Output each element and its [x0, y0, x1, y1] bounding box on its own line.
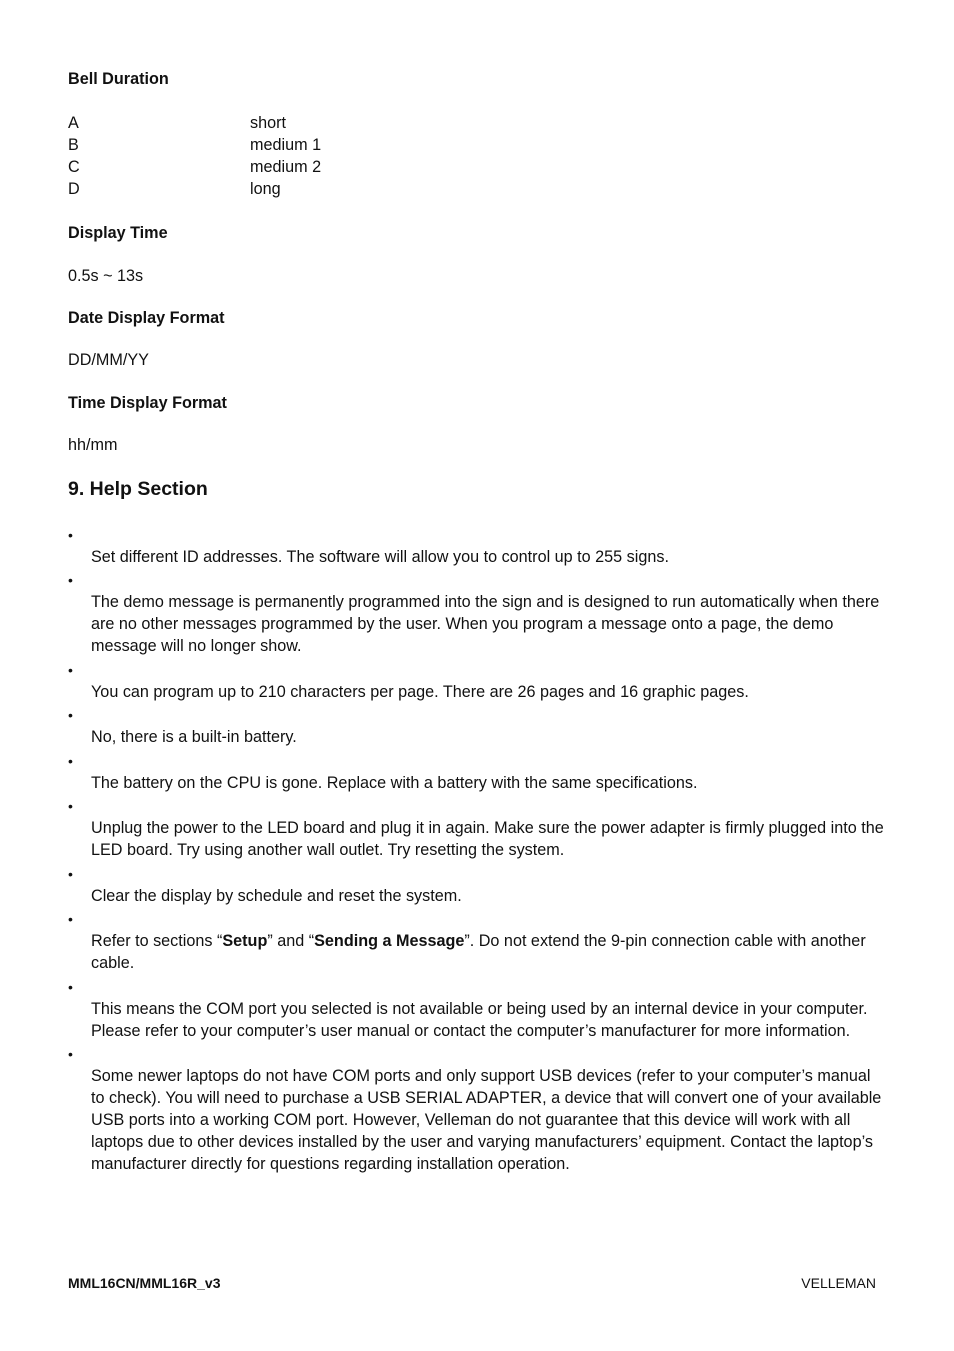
duration-value: long: [250, 180, 281, 198]
list-item: Some newer laptops do not have COM ports and only support USB devices (refer to your computer’s manual to check). You will need to purchase a USB SERIAL ADAPTER, a device that will convert one of your available USB ports into a working COM port. However, Velleman do not guarantee that this device will work with all laptops due to other devices installed by the user and varying manufacturers’ equipment. Contact the laptop’s manufacturer directly for questions regarding installation operation.: [91, 1067, 882, 1173]
display-time-value: 0.5s ~ 13s: [68, 267, 144, 285]
item-text: Refer to sections “: [91, 932, 223, 950]
section-ref-sending-message: Sending a Message: [314, 932, 465, 950]
footer-model: MML16CN/MML16R_v3: [68, 1275, 221, 1291]
bullet-icon: •: [68, 572, 73, 588]
time-format-value: hh/mm: [68, 436, 118, 454]
duration-key: D: [68, 180, 80, 198]
list-item: Clear the display by schedule and reset the system.: [91, 887, 462, 905]
bullet-icon: •: [68, 911, 73, 927]
bullet-icon: •: [68, 753, 73, 769]
bullet-icon: •: [68, 979, 73, 995]
list-item: [91, 930, 887, 974]
section-ref-setup: Setup: [222, 932, 268, 950]
bullet-icon: •: [68, 1046, 73, 1062]
list-item: No, there is a built-in battery.: [91, 728, 297, 746]
list-item: The battery on the CPU is gone. Replace with a battery with the same specifications.: [91, 774, 698, 792]
duration-value: medium 1: [250, 136, 322, 154]
bullet-icon: •: [68, 662, 73, 678]
list-item: Unplug the power to the LED board and plug it in again. Make sure the power adapter is firmly plugged into the LED board. Try using another wall outlet. Try resetting the system.: [91, 819, 884, 859]
bullet-icon: •: [68, 707, 73, 723]
help-section-heading: 9. Help Section: [68, 478, 208, 500]
duration-key: B: [68, 136, 79, 154]
display-time-heading: Display Time: [68, 224, 168, 242]
time-format-heading: Time Display Format: [68, 394, 227, 412]
list-item: You can program up to 210 characters per page. There are 26 pages and 16 graphic pages.: [91, 683, 749, 701]
list-item: Set different ID addresses. The software will allow you to control up to 255 signs.: [91, 548, 669, 566]
footer-brand: VELLEMAN: [801, 1275, 876, 1291]
duration-key: A: [68, 114, 79, 132]
item-text: ”. Do not extend the 9-pin connection cable with another cable.: [91, 932, 866, 972]
bullet-icon: •: [68, 527, 73, 543]
bell-duration-table: [68, 112, 468, 200]
item-text: ” and “: [267, 932, 315, 950]
bullet-icon: •: [68, 798, 73, 814]
date-format-heading: Date Display Format: [68, 309, 225, 327]
duration-key: C: [68, 158, 80, 176]
duration-value: short: [250, 114, 286, 132]
date-format-value: DD/MM/YY: [68, 351, 149, 369]
bell-duration-heading: Bell Duration: [68, 70, 169, 88]
duration-value: medium 2: [250, 158, 322, 176]
list-item: This means the COM port you selected is not available or being used by an internal device in your computer. Please refer to your computer’s user manual or contact the computer’s manufacturer for more information.: [91, 1000, 868, 1040]
list-item: The demo message is permanently programmed into the sign and is designed to run automatically when there are no other messages programmed by the user. When you program a message onto a page, the demo message will no longer show.: [91, 593, 880, 655]
bullet-icon: •: [68, 866, 73, 882]
